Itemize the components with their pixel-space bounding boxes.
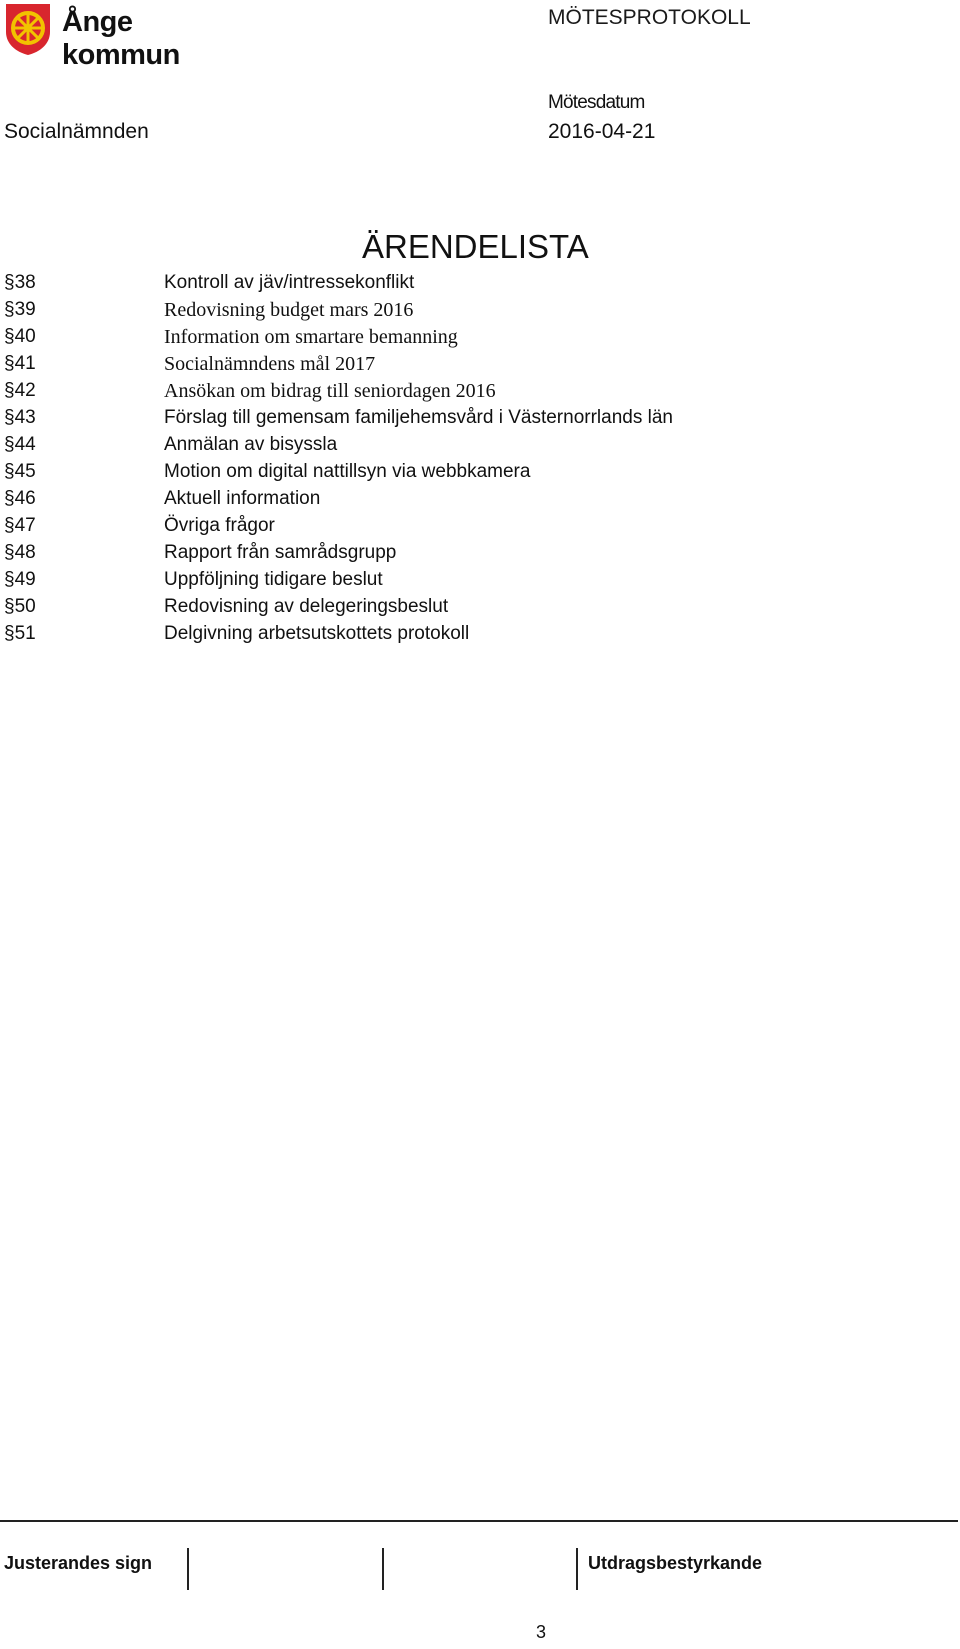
agenda-item (4, 299, 904, 327)
document-type: MÖTESPROTOKOLL (548, 6, 751, 29)
agenda-topic: Information om smartare bemanning (164, 326, 458, 348)
coat-of-arms-icon (4, 2, 52, 56)
paragraph-number: §41 (4, 353, 36, 374)
agenda-item (4, 542, 904, 570)
signature-box-divider (576, 1548, 578, 1590)
agenda-title: ÄRENDELISTA (362, 228, 589, 265)
paragraph-number: §45 (4, 461, 36, 482)
meeting-date: 2016-04-21 (548, 120, 656, 143)
meeting-date-label: Mötesdatum (548, 92, 645, 113)
paragraph-number: §40 (4, 326, 36, 347)
footer-divider (0, 1520, 958, 1522)
paragraph-number: §46 (4, 488, 36, 509)
paragraph-number: §39 (4, 299, 36, 320)
agenda-item (4, 326, 904, 354)
agenda-topic: Ansökan om bidrag till seniordagen 2016 (164, 380, 496, 402)
agenda-item (4, 272, 904, 300)
agenda-item (4, 434, 904, 462)
paragraph-number: §51 (4, 623, 36, 644)
agenda-topic: Aktuell information (164, 488, 321, 509)
agenda-topic: Rapport från samrådsgrupp (164, 542, 397, 563)
paragraph-number: §50 (4, 596, 36, 617)
agenda-topic: Redovisning budget mars 2016 (164, 299, 414, 321)
logo-text: Ånge kommun (62, 6, 180, 71)
agenda-topic: Uppföljning tidigare beslut (164, 569, 383, 590)
paragraph-number: §42 (4, 380, 36, 401)
paragraph-number: §38 (4, 272, 36, 293)
paragraph-number: §47 (4, 515, 36, 536)
agenda-topic: Delgivning arbetsutskottets protokoll (164, 623, 470, 644)
paragraph-number: §44 (4, 434, 36, 455)
municipality-logo (4, 2, 250, 71)
agenda-topic: Motion om digital nattillsyn via webbkamera (164, 461, 531, 482)
agenda-topic: Övriga frågor (164, 515, 275, 536)
extract-certification-label: Utdragsbestyrkande (588, 1553, 763, 1573)
committee-name: Socialnämnden (4, 120, 149, 143)
agenda-topic: Redovisning av delegeringsbeslut (164, 596, 449, 617)
agenda-topic: Anmälan av bisyssla (164, 434, 338, 455)
agenda-item (4, 407, 904, 435)
agenda-item (4, 353, 904, 381)
agenda-item (4, 515, 904, 543)
paragraph-number: §49 (4, 569, 36, 590)
agenda-item (4, 623, 904, 651)
agenda-item (4, 461, 904, 489)
agenda-item (4, 569, 904, 597)
agenda-topic: Förslag till gemensam familjehemsvård i Västernorrlands län (164, 407, 673, 428)
signature-box-divider (187, 1548, 189, 1590)
adjuster-sign-label: Justerandes sign (4, 1553, 153, 1573)
agenda-item (4, 488, 904, 516)
agenda-topic: Socialnämndens mål 2017 (164, 353, 376, 375)
paragraph-number: §48 (4, 542, 36, 563)
agenda-item (4, 380, 904, 408)
paragraph-number: §43 (4, 407, 36, 428)
signature-box-divider (382, 1548, 384, 1590)
agenda-topic: Kontroll av jäv/intressekonflikt (164, 272, 415, 293)
page-number: 3 (536, 1622, 547, 1642)
agenda-item (4, 596, 904, 624)
